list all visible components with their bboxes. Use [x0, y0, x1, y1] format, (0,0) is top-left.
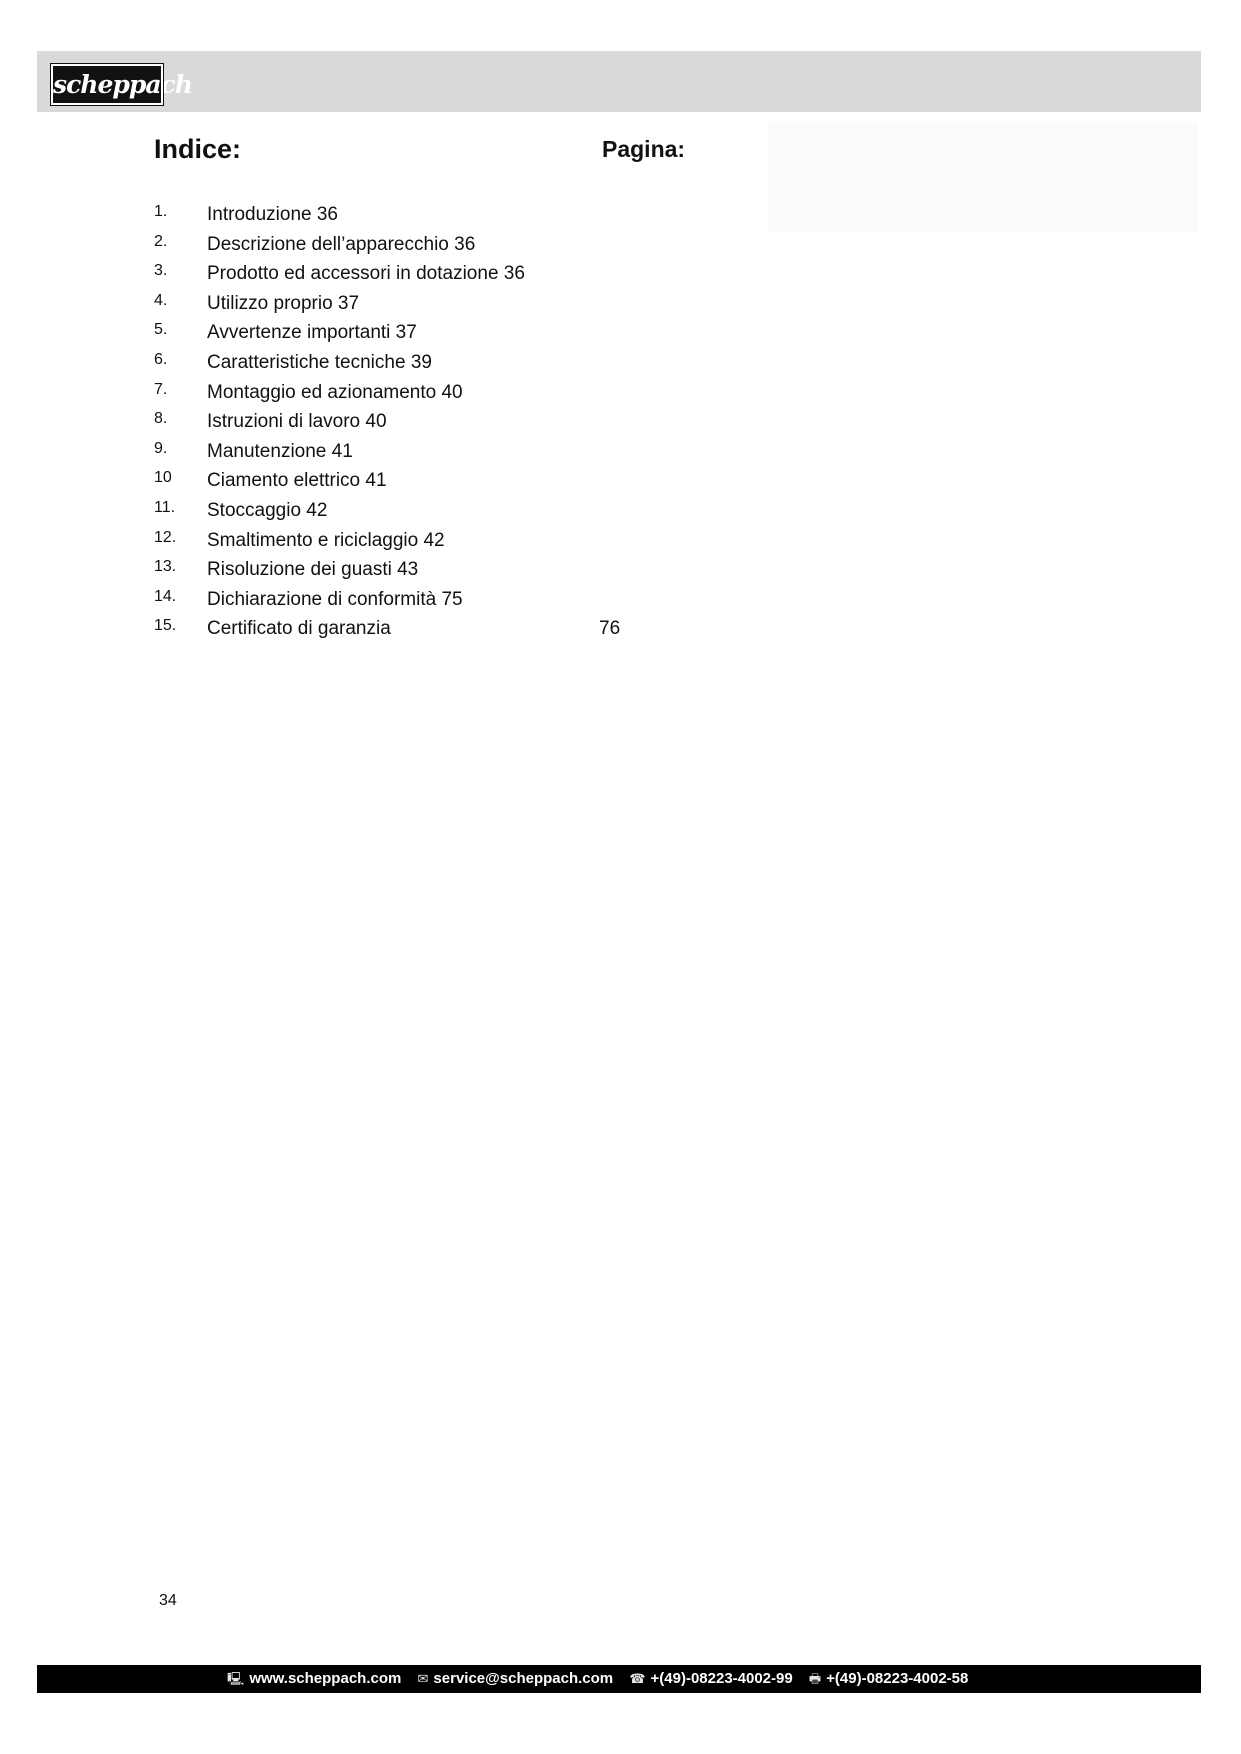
toc-entry[interactable] — [154, 259, 754, 289]
toc-entry-number: 11. — [154, 498, 176, 516]
toc-entry-number: 2. — [154, 232, 168, 250]
toc-entry-number: 14. — [154, 587, 177, 605]
footer-bar — [37, 1665, 1201, 1693]
toc-entry-label: Utilizzo proprio 37 — [207, 292, 360, 314]
toc-entry[interactable] — [154, 289, 754, 319]
toc-entry-label: Risoluzione dei guasti 43 — [207, 559, 419, 581]
fax-icon: 🖶 — [808, 1671, 822, 1686]
toc-entry-label: Certificato di garanzia — [207, 618, 391, 640]
toc-entry-label: Introduzione 36 — [207, 204, 338, 225]
toc-entry[interactable] — [154, 437, 754, 467]
header-band — [37, 51, 1201, 112]
footer-phone — [629, 1670, 797, 1687]
toc-entry-label: Dichiarazione di conformità 75 — [207, 588, 463, 610]
toc-entry[interactable] — [154, 378, 754, 408]
toc-entry[interactable] — [154, 526, 754, 556]
toc-entry[interactable] — [154, 318, 754, 348]
toc-entry-number: 8. — [154, 410, 168, 428]
toc-entry-number: 3. — [154, 262, 168, 280]
footer-email[interactable] — [418, 1670, 618, 1687]
toc-entry-number: 12. — [154, 528, 177, 546]
footer-fax — [809, 1670, 968, 1687]
toc-entry-number: 7. — [154, 380, 168, 398]
email-icon: ✉ — [417, 1671, 429, 1686]
background-shade — [768, 122, 1198, 232]
toc-entry-number: 15. — [154, 617, 177, 635]
toc-entry-number: 13. — [154, 558, 177, 576]
toc-entry[interactable] — [154, 230, 754, 260]
page-column-heading: Pagina: — [602, 136, 686, 162]
toc-entry-label: Montaggio ed azionamento 40 — [207, 381, 463, 403]
footer-email-text: service@scheppach.com — [433, 1670, 614, 1687]
table-of-contents — [154, 200, 754, 644]
toc-entry-label: Manutenzione 41 — [207, 440, 353, 462]
phone-icon: ☎ — [629, 1671, 646, 1686]
toc-entry-number: 1. — [154, 203, 168, 220]
footer-fax-text: +(49)-08223-4002-58 — [826, 1670, 969, 1687]
footer-phone-text: +(49)-08223-4002-99 — [650, 1670, 793, 1687]
toc-entry-number: 10 — [154, 469, 172, 487]
toc-entry-label: Istruzioni di lavoro 40 — [207, 411, 387, 433]
toc-entry-page: 76 — [599, 618, 621, 640]
toc-entry-number: 9. — [154, 439, 168, 457]
toc-entry-label: Ciamento elettrico 41 — [207, 470, 387, 492]
toc-entry-label: Avvertenze importanti 37 — [207, 322, 417, 344]
scheppach-logo: scheppach — [51, 64, 163, 105]
toc-entry[interactable] — [154, 585, 754, 615]
footer-website-text: www.scheppach.com — [249, 1670, 402, 1687]
toc-entry[interactable] — [154, 555, 754, 585]
toc-entry[interactable] — [154, 466, 754, 496]
toc-entry-number: 6. — [154, 350, 168, 368]
toc-entry-label: Descrizione dell’apparecchio 36 — [207, 233, 476, 255]
footer-website[interactable] — [227, 1670, 406, 1687]
toc-entry-label: Prodotto ed accessori in dotazione 36 — [207, 263, 525, 285]
toc-entry[interactable] — [154, 348, 754, 378]
toc-entry[interactable] — [154, 614, 754, 644]
toc-entry-label: Smaltimento e riciclaggio 42 — [207, 529, 445, 551]
page-number: 34 — [159, 1592, 177, 1609]
computer-icon: 🖳 — [227, 1671, 245, 1686]
toc-entry-label: Stoccaggio 42 — [207, 499, 328, 521]
toc-entry[interactable] — [154, 407, 754, 437]
toc-entry[interactable] — [154, 200, 754, 230]
toc-entry-number: 4. — [154, 291, 168, 309]
footer-contacts — [227, 1665, 980, 1693]
toc-entry-number: 5. — [154, 321, 168, 339]
toc-entry[interactable] — [154, 496, 754, 526]
toc-entry-label: Caratteristiche tecniche 39 — [207, 351, 432, 373]
toc-title: Indice: — [154, 134, 242, 164]
